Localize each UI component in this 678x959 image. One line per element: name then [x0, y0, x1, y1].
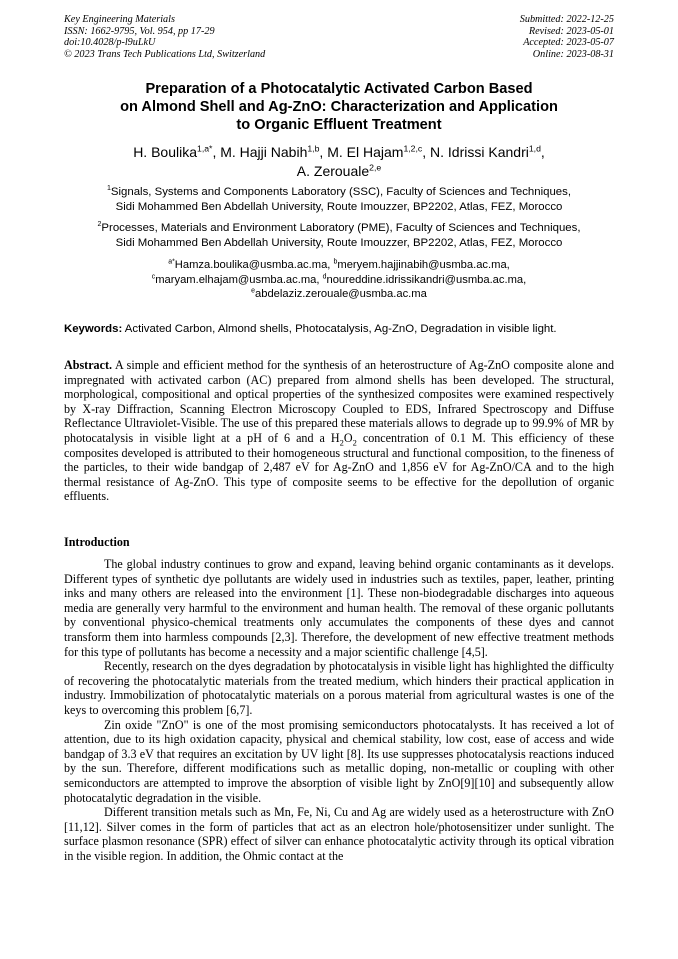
author-separator: , — [540, 144, 545, 160]
affiliation-sup: 2 — [97, 221, 102, 229]
affiliation-1 — [64, 185, 614, 215]
email-link[interactable]: meryem.hajjinabih@usmba.ac.ma, — [337, 259, 510, 271]
author-affil-sup: 1,d — [528, 143, 541, 154]
paragraph: The global industry continues to grow and expand, leaving behind organic contaminants as it develops. Different types of synthetic dye pollutants are widely used in industries such as textiles, paper, leather, printing inks and many others are released into the environment [1]. These non-biodegradable discharges into aqueous media are generally very harmful to the environment and human health. The removal of these organic pollutants by conventional physico-chemical treatments only accumulates the components of these dyes and cannot transform them into harmless compounds [2,3]. Therefore, the development of new effective treatment methods for this type of pollutants has become a necessity and a major scientific challenge [4,5]. — [64, 557, 614, 659]
author-list — [64, 143, 614, 181]
affiliation-sup: 1 — [106, 185, 111, 193]
date-online: Online: 2023-08-31 — [532, 48, 614, 60]
keywords-label: Keywords: — [64, 323, 123, 335]
author-name: , N. Idrissi Kandri — [422, 144, 529, 160]
email-sup: d — [322, 272, 327, 280]
email-line — [64, 258, 614, 273]
author-affil-sup: 2,e — [369, 162, 382, 173]
keywords — [64, 322, 614, 336]
affiliation-2 — [64, 221, 614, 251]
author-affil-sup: 1,b — [307, 143, 320, 154]
email-line — [64, 273, 614, 288]
subscript: 2 — [339, 437, 344, 448]
journal-info — [64, 14, 265, 60]
email-sup: b — [333, 258, 338, 266]
author-emails — [64, 258, 614, 302]
author-line — [64, 143, 614, 162]
abstract-text: O — [343, 430, 353, 445]
email-line — [64, 287, 614, 302]
email-sup: e — [251, 287, 256, 295]
paragraph: Different transition metals such as Mn, Fe, Ni, Cu and Ag are widely used as a heterostructure with ZnO [11,12]. Silver comes in the form of particles that act as an electron hole/photosensitizer under sunlight. The surface plasmon resonance (SPR) effect of silver can enhance photocatalytic activity through its optical vibration in the visible region. In addition, the Ohmic contact at the — [64, 805, 614, 863]
email-sup: c — [151, 272, 156, 280]
affiliation-line — [64, 185, 614, 200]
date-submitted: Submitted: 2022-12-25 — [519, 14, 614, 25]
email-link[interactable]: abdelaziz.zerouale@usmba.ac.ma — [255, 288, 427, 300]
journal-doi: doi:10.4028/p-l9uLkU — [64, 37, 156, 49]
email-link[interactable]: noureddine.idrissikandri@usmba.ac.ma, — [326, 273, 527, 286]
keywords-text: Activated Carbon, Almond shells, Photocatalysis, Ag-ZnO, Degradation in visible light. — [122, 323, 557, 335]
paper-title — [64, 80, 614, 134]
author-name: A. Zerouale — [296, 163, 370, 179]
abstract — [64, 358, 614, 504]
title-line: to Organic Effluent Treatment — [236, 117, 442, 133]
email-link[interactable]: maryam.elhajam@usmba.ac.ma, — [155, 273, 323, 286]
author-name: , M. Hajji Nabih — [212, 144, 308, 160]
date-revised: Revised: 2023-05-01 — [528, 25, 614, 37]
introduction-body — [64, 557, 614, 863]
author-affil-sup: 1,2,c — [403, 143, 423, 154]
section-heading-introduction: Introduction — [64, 535, 130, 549]
affiliation-text: Signals, Systems and Components Laboratory (SSC), Faculty of Sciences and Techniques, — [110, 186, 571, 198]
email-sup: a* — [168, 258, 175, 266]
abstract-text: concentration of 0.1 M. This efficiency of these composites developed is attributed to their homogeneous structural and functional composition, to the fineness of the particles, to their wide bandgap of 2,487 eV for Ag-ZnO and 1,856 eV for Ag-ZnO/CA and to the high thermal resistance of Ag-ZnO. This type of composite seems to be effective for the depollution of organic effluents. — [64, 430, 614, 504]
date-accepted: Accepted: 2023-05-07 — [523, 37, 614, 49]
affiliation-line: Sidi Mohammed Ben Abdellah University, Route Imouzzer, BP2202, Atlas, FEZ, Morocco — [115, 237, 563, 250]
publication-dates — [520, 14, 614, 60]
affiliation-text: Processes, Materials and Environment Laboratory (PME), Faculty of Sciences and Techniques, — [101, 222, 581, 234]
title-line: on Almond Shell and Ag-ZnO: Characterization and Application — [120, 99, 558, 115]
abstract-text: A simple and efficient method for the synthesis of an heterostructure of Ag-ZnO composite alone and impregnated with activated carbon (AC) prepared from almond shells has been developed. The structural, morphological, compositional and optical properties of the synthesized composites were examined respectively by X-ray Diffraction, Scanning Electron Microscopy Coupled to EDS, Infrared Spectroscopy and Diffuse Reflectance Ultraviolet-Visible. The use of this prepared these materials allows to degrade up to 99.9% of MR by photocatalysis in visible light at a pH of 6 and a H — [64, 358, 614, 445]
affiliation-line — [64, 221, 614, 236]
title-line: Preparation of a Photocatalytic Activated Carbon Based — [145, 81, 533, 97]
subscript: 2 — [352, 437, 357, 448]
affiliation-line: Sidi Mohammed Ben Abdellah University, Route Imouzzer, BP2202, Atlas, FEZ, Morocco — [115, 201, 563, 214]
paragraph: Zin oxide "ZnO" is one of the most promising semiconductors photocatalysts. It has received a lot of attention, due to its high oxidation capacity, physical and chemical stability, low cost, ease of access and wide bandgap of 3.3 eV that requires an excitation by UV light [8]. Its use suppresses photocatalysis reactions induced by the sun. Therefore, different modifications such as metallic doping, non-metallic or coupling with other semiconductors are attempted to improve the absorption of visible light by ZnO[9][10] and subsequently allow photocatalytic degradation in the visible. — [64, 717, 614, 805]
email-link[interactable]: Hamza.boulika@usmba.ac.ma, — [174, 259, 334, 271]
author-line — [64, 162, 614, 181]
abstract-label: Abstract. — [64, 358, 113, 372]
author-name: , M. El Hajam — [319, 144, 404, 160]
author-name: H. Boulika — [133, 144, 197, 160]
paragraph: Recently, research on the dyes degradation by photocatalysis in visible light has highlighted the difficulty of recovering the photocatalytic materials from the treated medium, which hinders their practical application in industry. Immobilization of photocatalytic materials on a porous material from agricultural wastes is one of the keys to overcoming this problem [6,7]. — [64, 659, 614, 717]
journal-copyright: © 2023 Trans Tech Publications Ltd, Switzerland — [64, 48, 266, 60]
author-affil-sup: 1,a* — [197, 143, 213, 154]
journal-name: Key Engineering Materials — [64, 14, 175, 25]
journal-issn: ISSN: 1662-9795, Vol. 954, pp 17-29 — [64, 25, 215, 37]
